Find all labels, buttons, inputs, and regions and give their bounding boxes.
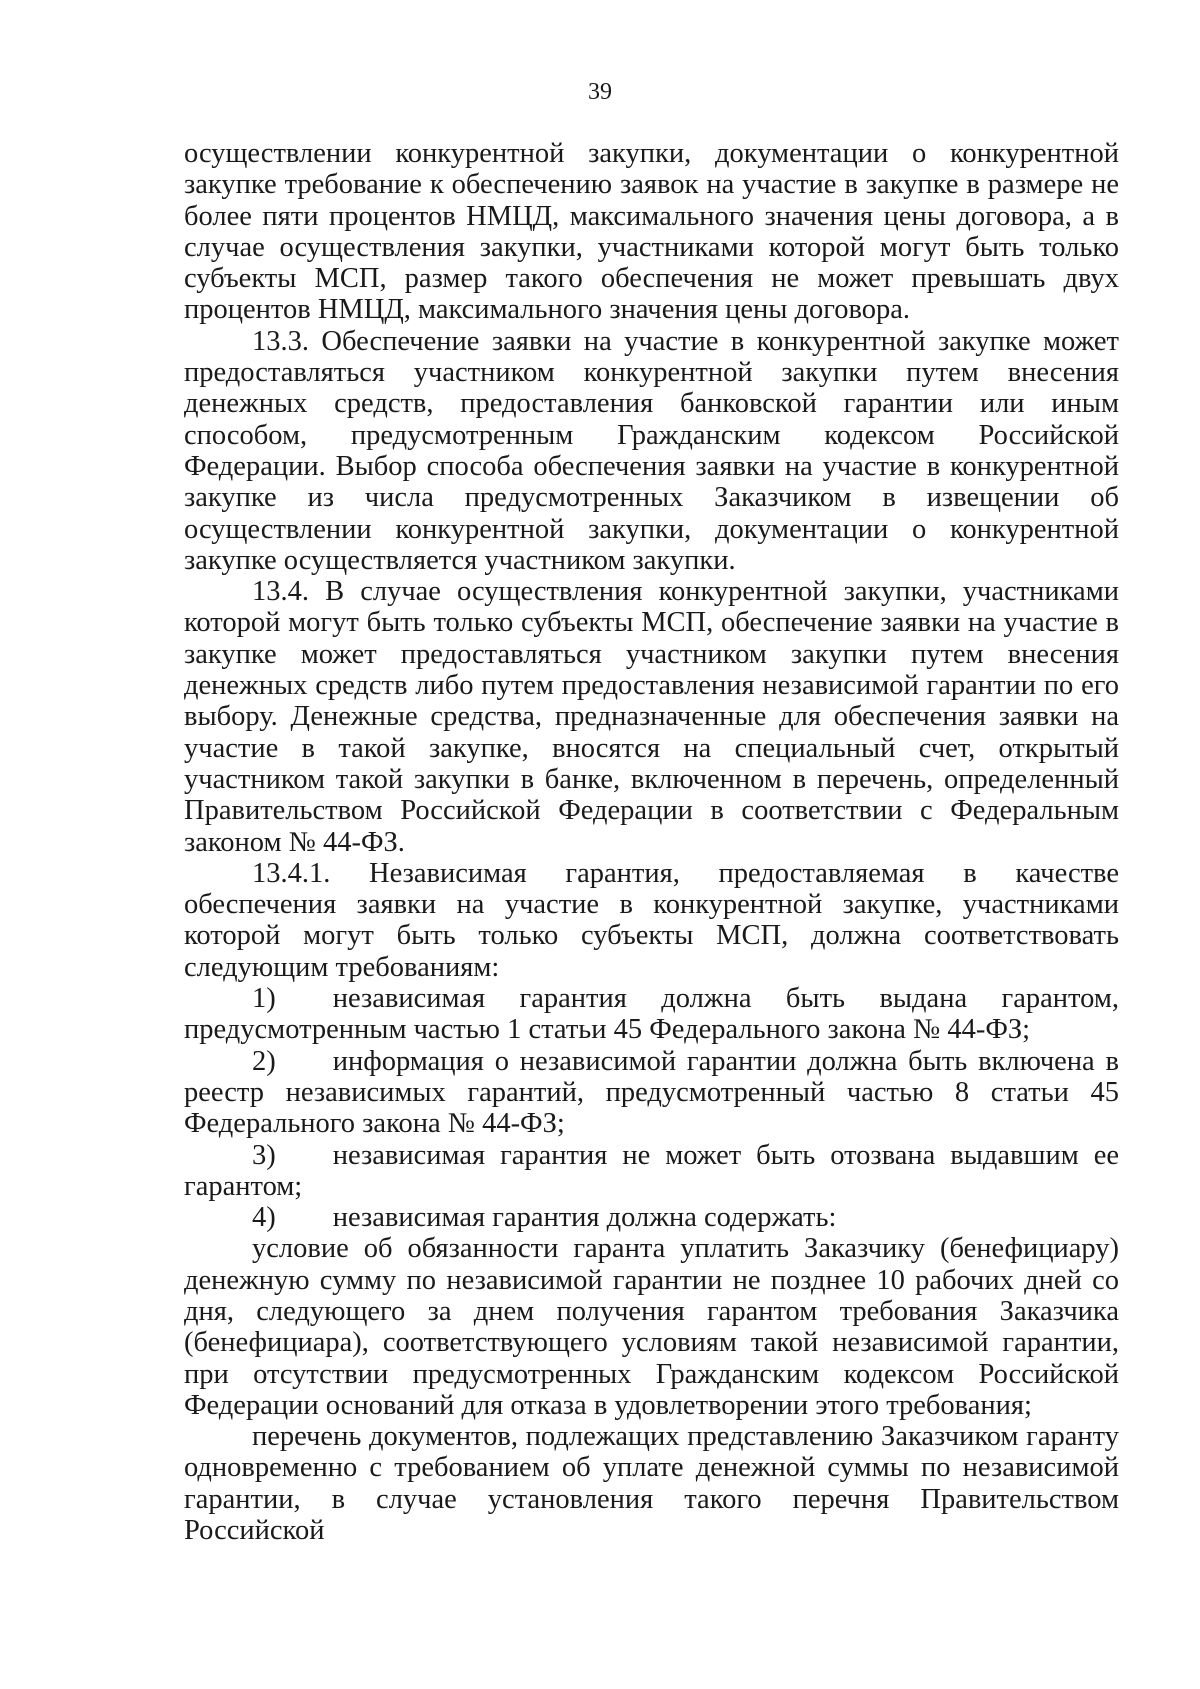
list-item-3: 3) независимая гарантия не может быть отозвана выдавшим ее гарантом;: [184, 1139, 1119, 1202]
list-item-1: 1) независимая гарантия должна быть выдана гарантом, предусмотренным частью 1 статьи 45 Федерального закона № 44-ФЗ;: [184, 983, 1119, 1046]
list-item-2: 2) информация о независимой гарантии должна быть включена в реестр независимых гарантий, предусмотренный частью 8 статьи 45 Федерального закона № 44-ФЗ;: [184, 1045, 1119, 1140]
paragraph-guarantee-condition: условие об обязанности гаранта уплатить Заказчику (бенефициару) денежную сумму по независимой гарантии не позднее 10 рабочих дней со дня, следующего за днем получения гарантом требования Заказчика (бенефициара), соответствующего условиям такой независимой гарантии, при отсутствии предусмотренных Гражданским кодексом Российской Федерации оснований для отказа в удовлетворении этого требования;: [184, 1233, 1119, 1421]
paragraph-13-3: 13.3. Обеспечение заявки на участие в конкурентной закупке может предоставляться участником конкурентной закупки путем внесения денежных средств, предоставления банковской гарантии или иным способом, предусмотренным Гражданским кодексом Российской Федерации. Выбор способа обеспечения заявки на участие в конкурентной закупке из числа предусмотренных Заказчиком в извещении об осуществлении конкурентной закупки, документации о конкурентной закупке осуществляется участником закупки.: [184, 325, 1119, 576]
paragraph-continuation: осуществлении конкурентной закупки, документации о конкурентной закупке требование к обеспечению заявок на участие в закупке в размере не более пяти процентов НМЦД, максимального значения цены договора, а в случае осуществления закупки, участниками которой могут быть только субъекты МСП, размер такого обеспечения не может превышать двух процентов НМЦД, максимального значения цены договора.: [184, 138, 1119, 326]
paragraph-13-4: 13.4. В случае осуществления конкурентной закупки, участниками которой могут быть только субъекты МСП, обеспечение заявки на участие в закупке может предоставляться участником закупки путем внесения денежных средств либо путем предоставления независимой гарантии по его выбору. Денежные средства, предназначенные для обеспечения заявки на участие в такой закупке, вносятся на специальный счет, открытый участником такой закупки в банке, включенном в перечень, определенный Правительством Российской Федерации в соответствии с Федеральным законом № 44-ФЗ.: [184, 576, 1119, 858]
paragraph-documents-list: перечень документов, подлежащих представлению Заказчиком гаранту одновременно с требованием об уплате денежной суммы по независимой гарантии, в случае установления такого перечня Правительством Российской: [184, 1421, 1119, 1547]
page-number: 39: [588, 79, 612, 105]
document-body: [184, 138, 1119, 1546]
paragraph-13-4-1: 13.4.1. Независимая гарантия, предоставляемая в качестве обеспечения заявки на участие в конкурентной закупке, участниками которой могут быть только субъекты МСП, должна соответствовать следующим требованиям:: [184, 857, 1119, 983]
list-item-4: 4) независимая гарантия должна содержать:: [252, 1202, 837, 1234]
